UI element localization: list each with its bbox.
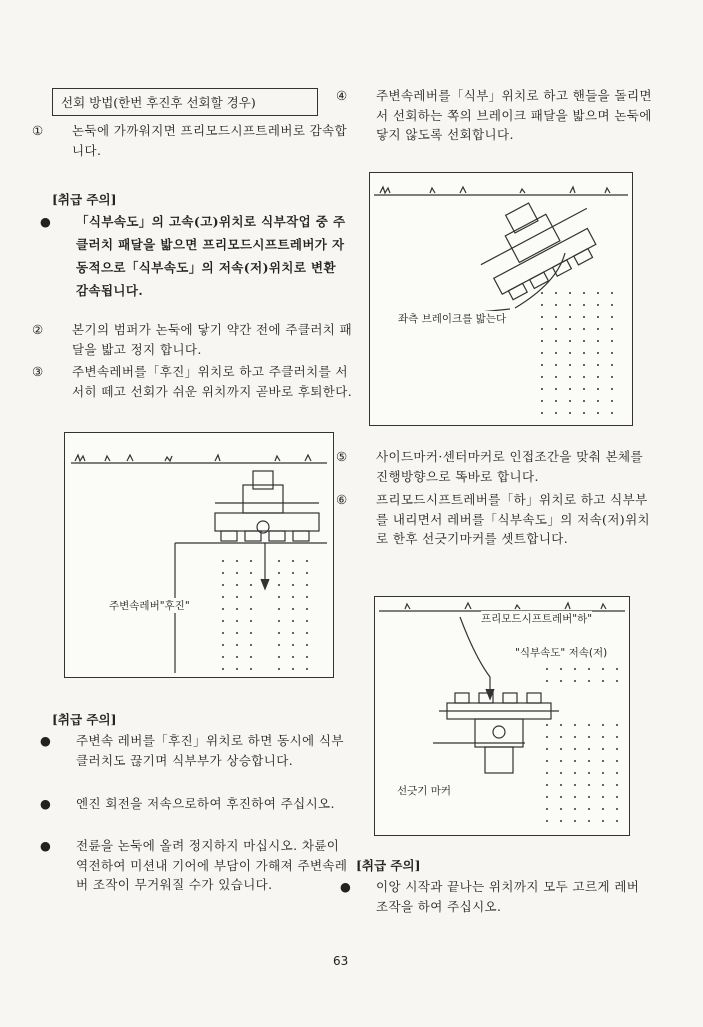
step-6-number: ⑥ <box>336 492 348 507</box>
page-number: 63 <box>333 954 349 968</box>
bullet-icon: ● <box>40 796 52 811</box>
step-4 <box>336 86 658 145</box>
step-4-text: 주변속레버를「식부」위치로 하고 핸들을 돌리면서 선회하는 쪽의 브레이크 패달을 밟으며 논둑에 닿지 않도록 선회합니다. <box>376 88 652 142</box>
figure-reverse <box>64 432 334 678</box>
caution-1-text: 「식부속도」의 고속(고)위치로 식부작업 중 주클러치 패달을 밟으면 프리모드시프트레버가 자동적으로「식부속도」의 저속(저)위치로 변환 감속됩니다. <box>76 214 346 298</box>
bullet-icon: ● <box>40 733 52 748</box>
caution-2-text-1: 주변속 레버를「후진」위치로 하면 동시에 식부클러치도 끊기며 식부부가 상승합니다. <box>76 733 344 768</box>
caution-2-text-2: 엔진 회전을 저속으로하여 후진하여 주십시오. <box>76 796 335 811</box>
step-6 <box>336 490 658 549</box>
caution-2-text-3: 전륜을 논둑에 올려 정지하지 마십시오. 차륜이 역전하여 미션내 기어에 부담이 가해져 주변속레버 조작이 무거워질 수가 있습니다. <box>76 838 348 892</box>
caution-2-heading: [취급 주의] <box>52 712 117 727</box>
figure-planting-label-marker: 선긋기 마커 <box>397 785 452 797</box>
caution-3-heading: [취급 주의] <box>356 858 421 873</box>
caution-2-item-3 <box>40 836 352 895</box>
caution-2-item-2 <box>40 794 352 814</box>
figure-reverse-label: 주변속레버"후진" <box>109 600 190 612</box>
step-2 <box>32 320 354 359</box>
caution-3 <box>340 877 656 916</box>
caution-1 <box>40 210 352 302</box>
section-title-box <box>52 88 318 116</box>
caution-3-text: 이앙 시작과 끝나는 위치까지 모두 고르게 레버 조작을 하여 주십시오. <box>376 879 640 914</box>
step-4-number: ④ <box>336 88 348 103</box>
figure-planting-label-speed: "식부속도" 저속(저) <box>515 647 608 659</box>
bullet-icon: ● <box>40 838 52 853</box>
step-3 <box>32 362 354 401</box>
caution-1-heading: [취급 주의] <box>52 192 117 207</box>
step-5-text: 사이드마커·센터마커로 인접조간을 맞춰 본체를 진행방향으로 똑바로 합니다. <box>376 449 643 484</box>
step-2-number: ② <box>32 322 44 337</box>
figure-planting-label-lever: 프리모드시프트레버"하" <box>481 613 593 625</box>
bullet-icon: ● <box>40 214 52 229</box>
step-3-text: 주변속레버를「후진」위치로 하고 주클러치를 서서히 떼고 선회가 쉬운 위치까지 곧바로 후퇴한다. <box>72 364 353 399</box>
bullet-icon: ● <box>340 879 352 894</box>
step-5-number: ⑤ <box>336 449 348 464</box>
figure-turning-label: 좌측 브레이크를 밟는다 <box>398 313 507 325</box>
step-3-number: ③ <box>32 364 44 379</box>
caution-2-item-1 <box>40 731 352 770</box>
tractor-reverse-illustration <box>65 433 333 677</box>
step-2-text: 본기의 범퍼가 논둑에 닿기 약간 전에 주클러치 패달을 밟고 정지 합니다. <box>72 322 353 357</box>
tractor-planting-illustration <box>375 597 629 835</box>
step-1-text: 논둑에 가까워지면 프리모드시프트레버로 감속합니다. <box>72 123 348 158</box>
figure-turning <box>369 172 633 426</box>
figure-planting-start <box>374 596 630 836</box>
tractor-turning-illustration <box>370 173 632 425</box>
step-5 <box>336 447 658 486</box>
step-1 <box>32 121 354 160</box>
section-title: 선회 방법(한번 후진후 선회할 경우) <box>61 95 256 110</box>
step-1-number: ① <box>32 123 44 138</box>
step-6-text: 프리모드시프트레버를「하」위치로 하고 식부부를 내리면서 레버를「식부속도」의 저속(저)위치로 한후 선긋기마커를 셋트합니다. <box>376 492 651 546</box>
